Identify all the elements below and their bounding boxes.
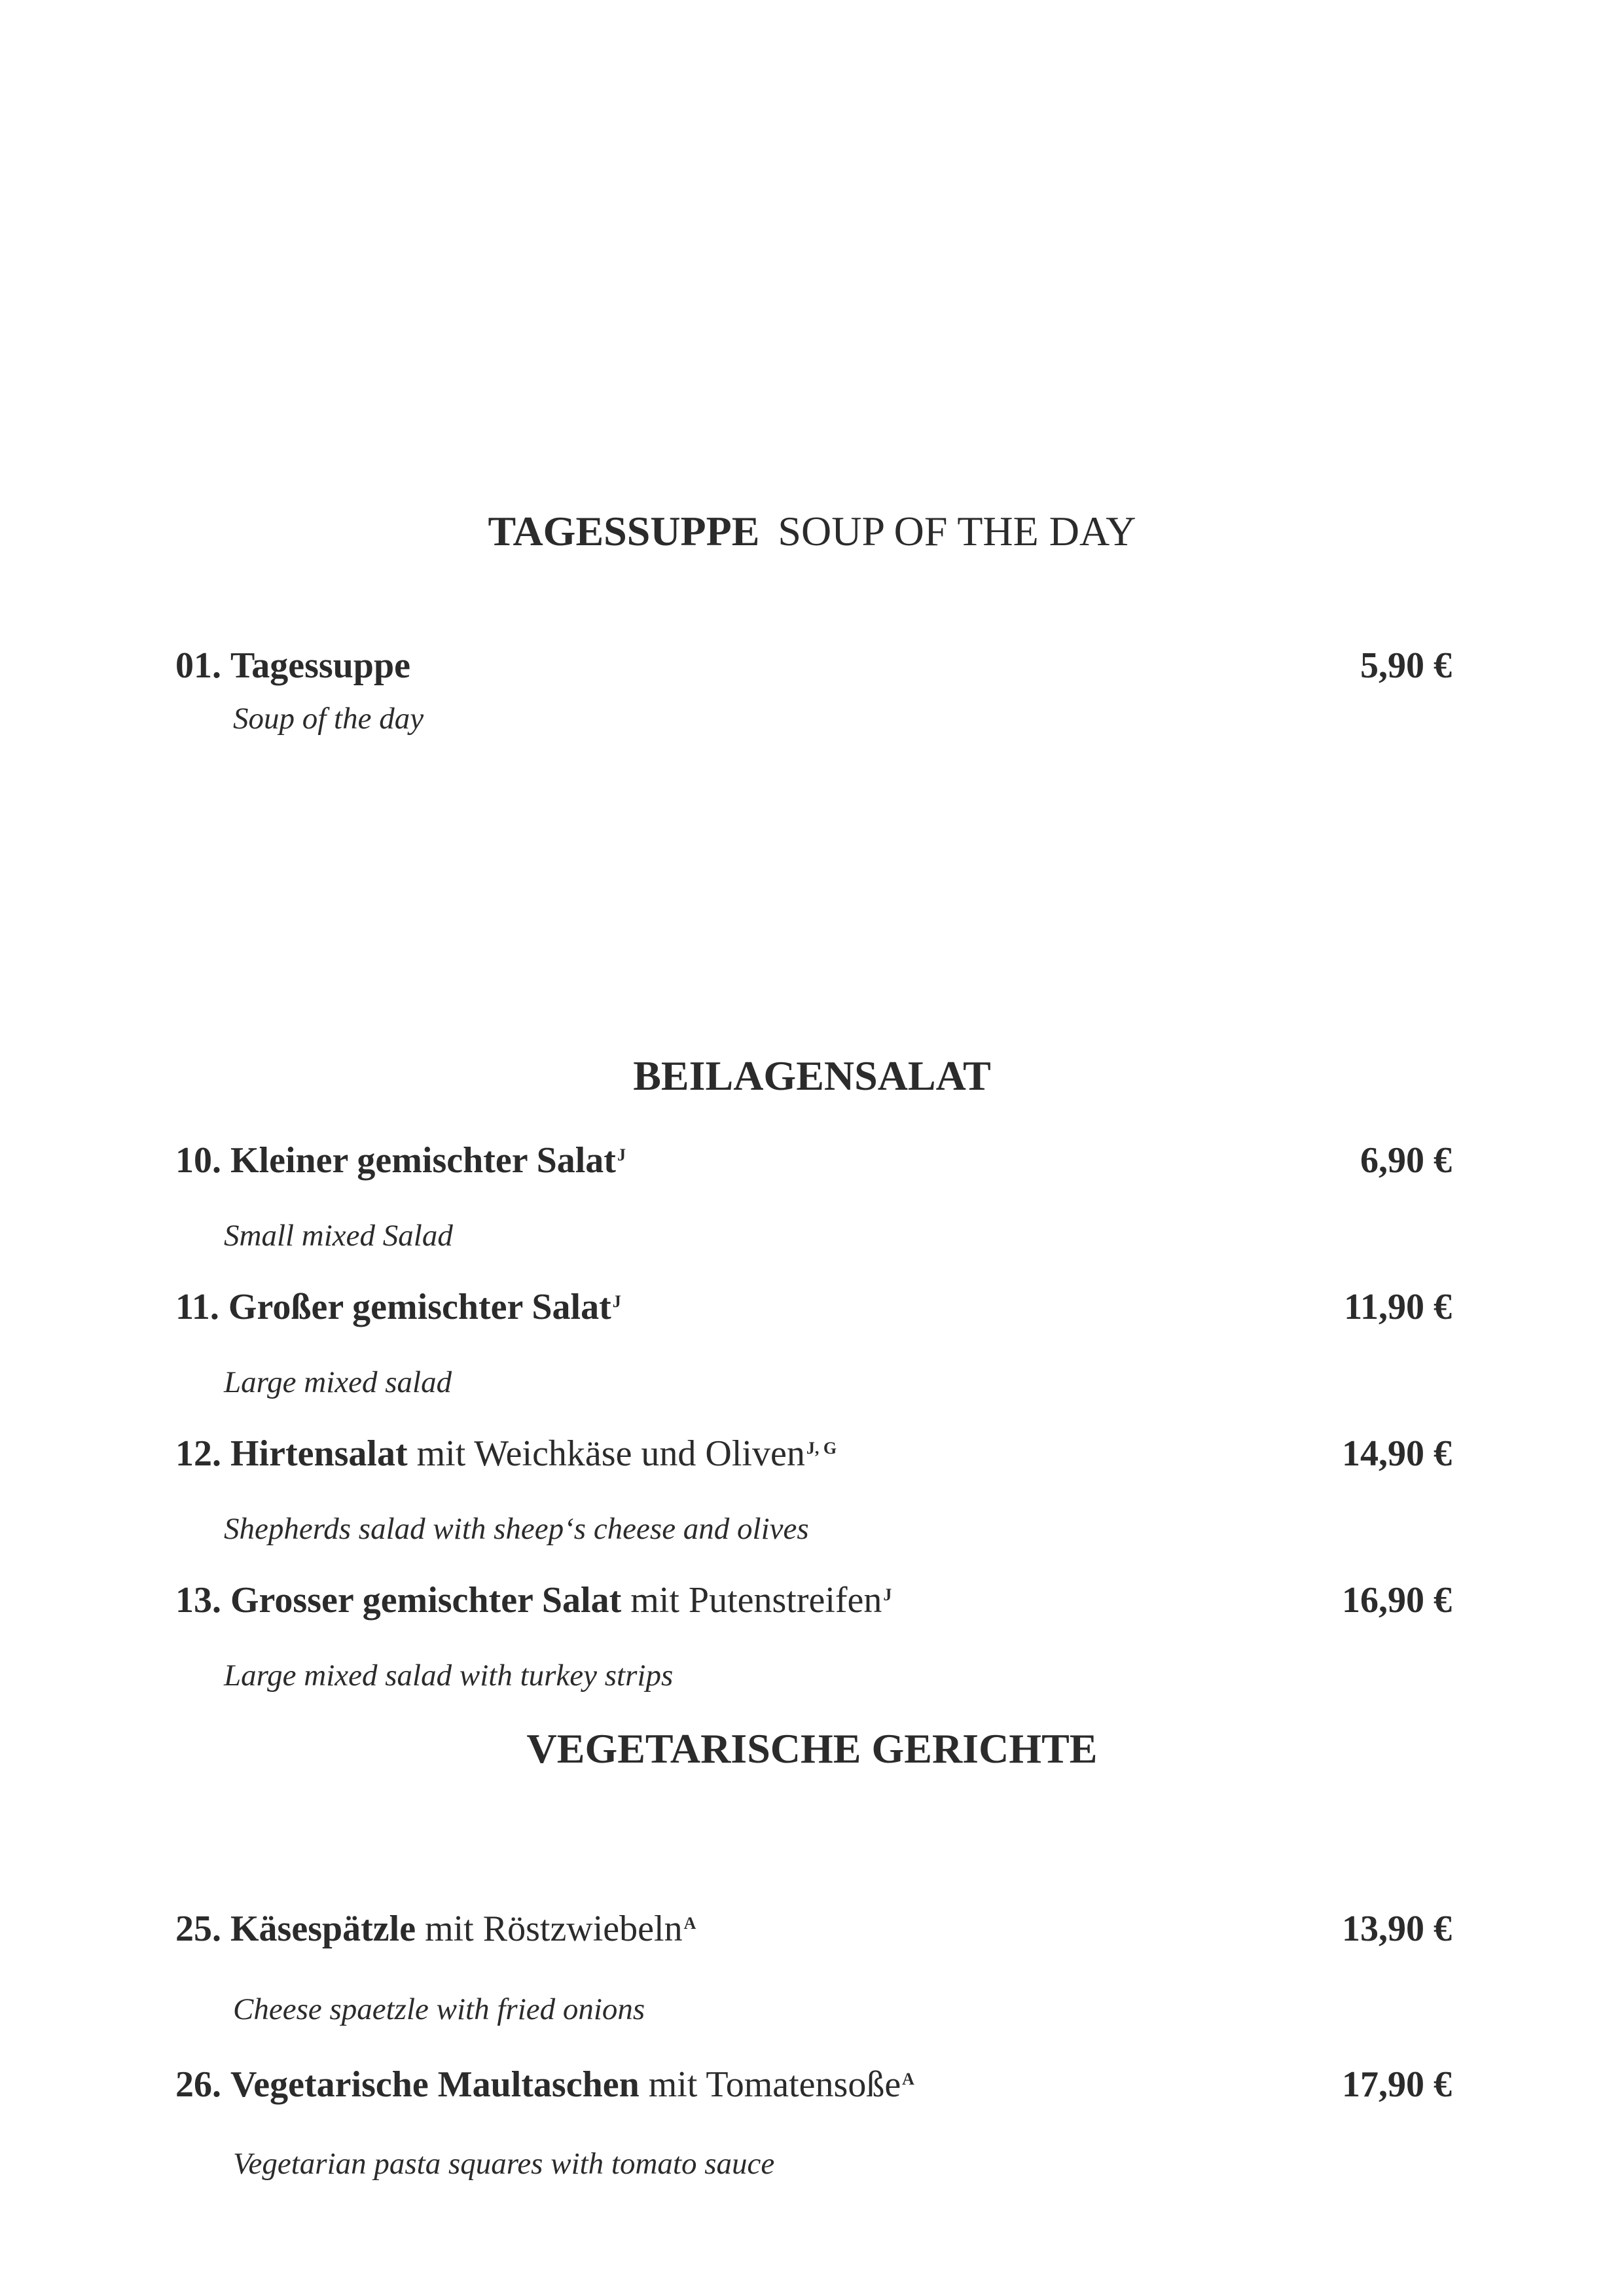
item-price: 5,90 € — [1360, 645, 1452, 686]
item-name: Kleiner gemischter Salat — [230, 1140, 616, 1181]
item-number: 12. — [175, 1433, 221, 1474]
allergen-code: A — [902, 2070, 914, 2089]
salad-title: BEILAGENSALAT — [633, 1052, 991, 1099]
allergen-code: J — [617, 1145, 626, 1164]
item-name-detail: mit Weichkäse und Oliven — [416, 1433, 805, 1474]
menu-item-row — [175, 1431, 1452, 1477]
item-name: Grosser gemischter Salat — [230, 1580, 622, 1621]
menu-item-row — [175, 2062, 1452, 2108]
item-name-detail: mit Putenstreifen — [630, 1580, 882, 1621]
item-name-detail: mit Röstzwiebeln — [425, 1909, 683, 1949]
allergen-code: J — [883, 1585, 892, 1604]
item-price: 13,90 € — [1342, 1909, 1452, 1949]
soup-section-heading — [0, 508, 1624, 554]
vegetarian-title: VEGETARISCHE GERICHTE — [526, 1725, 1098, 1772]
item-description: Vegetarian pasta squares with tomato sauce — [233, 2147, 775, 2181]
item-price: 6,90 € — [1360, 1140, 1452, 1181]
item-number: 13. — [175, 1580, 221, 1621]
item-name: Hirtensalat — [230, 1433, 408, 1474]
item-number: 26. — [175, 2064, 221, 2105]
item-name-detail: mit Tomatensoße — [648, 2064, 901, 2105]
item-number: 11. — [175, 1287, 219, 1327]
item-name: Vegetarische Maultaschen — [230, 2064, 640, 2105]
item-name: Käsespätzle — [230, 1909, 416, 1949]
item-number: 01. — [175, 645, 221, 686]
item-name: Tagessuppe — [230, 645, 410, 686]
item-description: Soup of the day — [233, 702, 424, 736]
menu-item-row — [175, 1577, 1452, 1623]
item-price: 16,90 € — [1342, 1580, 1452, 1621]
menu-item-row — [175, 1284, 1452, 1330]
allergen-code: J, G — [806, 1439, 837, 1458]
menu-item-row — [175, 1906, 1452, 1952]
item-description: Cheese spaetzle with fried onions — [233, 1992, 645, 2026]
allergen-code: A — [683, 1914, 696, 1933]
soup-title-en: SOUP OF THE DAY — [778, 508, 1136, 554]
item-price: 14,90 € — [1342, 1433, 1452, 1474]
item-number: 10. — [175, 1140, 221, 1181]
vegetarian-section-heading — [0, 1725, 1624, 1772]
salad-section-heading — [0, 1052, 1624, 1099]
soup-title-de: TAGESSUPPE — [488, 508, 760, 554]
item-description: Shepherds salad with sheep‘s cheese and olives — [224, 1512, 809, 1546]
allergen-code: J — [612, 1292, 621, 1311]
item-description: Small mixed Salad — [224, 1219, 453, 1253]
item-description: Large mixed salad with turkey strips — [224, 1659, 674, 1693]
item-number: 25. — [175, 1909, 221, 1949]
item-price: 17,90 € — [1342, 2064, 1452, 2105]
item-name: Großer gemischter Salat — [228, 1287, 611, 1327]
item-description: Large mixed salad — [224, 1365, 452, 1399]
item-price: 11,90 € — [1344, 1287, 1452, 1327]
menu-item-row — [175, 643, 1452, 689]
menu-item-row — [175, 1138, 1452, 1183]
